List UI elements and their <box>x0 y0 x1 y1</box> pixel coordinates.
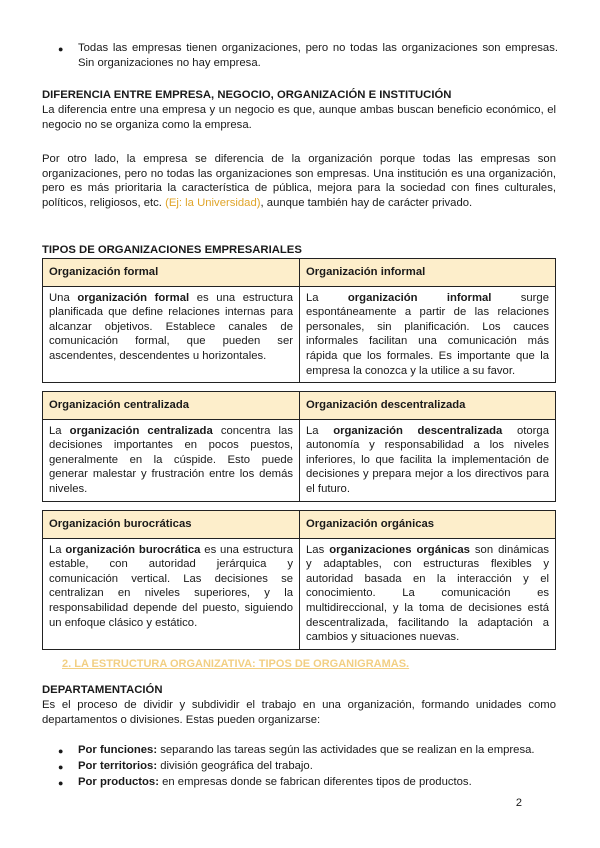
bullet-text: Por funciones: separando las tareas según las actividades que se realizan en la empresa. <box>78 744 535 756</box>
paragraph-text: Por otro lado, la empresa se diferencia de la organización porque todas las empresas son organizaciones, pero no todas las organizaciones son empresas. Una institución es una organización, pero es más prioritaria la característica de pública, mejora para la sociedad con fines culturales, políticos, religiosos, etc. <box>42 153 556 209</box>
table-cell: Las organizaciones orgánicas son dinámicas y adaptables, con estructuras flexibles y autoridad basada en la interacción y el conocimiento. La comunicación es multidireccional, y la toma de decisiones está descentralizada, facilitando la adaptación a cambios y situaciones nuevas. <box>300 538 556 649</box>
section-heading-departmentation: DEPARTAMENTACIÓN <box>42 684 163 696</box>
section-heading-types: TIPOS DE ORGANIZACIONES EMPRESARIALES <box>42 244 302 256</box>
table-header: Organización informal <box>300 259 556 287</box>
table-header: Organización centralizada <box>43 392 300 420</box>
paragraph-text: , aunque también hay de carácter privado. <box>260 196 473 209</box>
table-header: Organización descentralizada <box>300 392 556 420</box>
table-cell: La organización centralizada concentra las decisiones importantes en pocos puestos, generalmente en la cúspide. Esto puede generar malestar y frustración entre los demás niveles. <box>43 419 300 501</box>
section-heading-difference: DIFERENCIA ENTRE EMPRESA, NEGOCIO, ORGANIZACIÓN E INSTITUCIÓN <box>42 89 452 101</box>
list-item <box>58 41 558 70</box>
table-centralized-decentralized <box>42 391 556 502</box>
section-heading-structure-link[interactable]: 2. LA ESTRUCTURA ORGANIZATIVA: TIPOS DE ORGANIGRAMAS. <box>62 658 410 670</box>
table-header: Organización burocráticas <box>43 511 300 539</box>
page-number: 2 <box>515 797 522 809</box>
list-item <box>58 759 558 774</box>
table-cell: La organización burocrática es una estructura estable, con autoridad jerárquica y comunicación vertical. Las decisiones se centralizan en niveles superiores, y la responsabilidad depende del puesto, siguiendo un enfoque clásico y estático. <box>43 538 300 649</box>
bullet-icon: ● <box>58 762 64 772</box>
example-highlight: (Ej: la Universidad) <box>165 196 261 209</box>
bullet-text: Por territorios: división geográfica del trabajo. <box>78 760 313 772</box>
list-item <box>58 743 558 758</box>
bullet-text: Todas las empresas tienen organizaciones, pero no todas las organizaciones son empresas. Sin organizaciones no hay empresa. <box>78 42 558 69</box>
table-cell: La organización informal surge espontáneamente a partir de las relaciones personales, sin planificación. Los cauces informales facilitan una comunicación más rápida que los formales. Es importante que la empresa la conozca y la utilice a su favor. <box>300 286 556 383</box>
paragraph-departmentation: Es el proceso de dividir y subdividir el trabajo en una organización, formando unidades como departamentos o divisiones. Estas pueden organizarse: <box>42 699 556 726</box>
table-header: Organización orgánicas <box>300 511 556 539</box>
table-bureaucratic-organic <box>42 510 556 650</box>
bullet-icon: ● <box>58 746 64 756</box>
bullet-icon: ● <box>58 778 64 788</box>
bullet-text: Por productos: en empresas donde se fabrican diferentes tipos de productos. <box>78 776 472 788</box>
table-cell: La organización descentralizada otorga autonomía y responsabilidad a los niveles inferiores, lo que facilita la implementación de decisiones y prepara mejor a los directivos para el futuro. <box>300 419 556 501</box>
paragraph-difference-1: La diferencia entre una empresa y un negocio es que, aunque ambas buscan beneficio económico, el negocio no se organiza como la empresa. <box>42 104 556 131</box>
bullet-icon: ● <box>58 44 64 54</box>
table-header: Organización formal <box>43 259 300 287</box>
paragraph-difference-2 <box>42 152 556 210</box>
table-formal-informal <box>42 258 556 383</box>
list-item <box>58 775 558 790</box>
table-cell: Una organización formal es una estructura planificada que define relaciones internas para alcanzar objetivos. Establece canales de comunicación formal, que pueden ser ascendentes, descendentes u horizontales. <box>43 286 300 383</box>
